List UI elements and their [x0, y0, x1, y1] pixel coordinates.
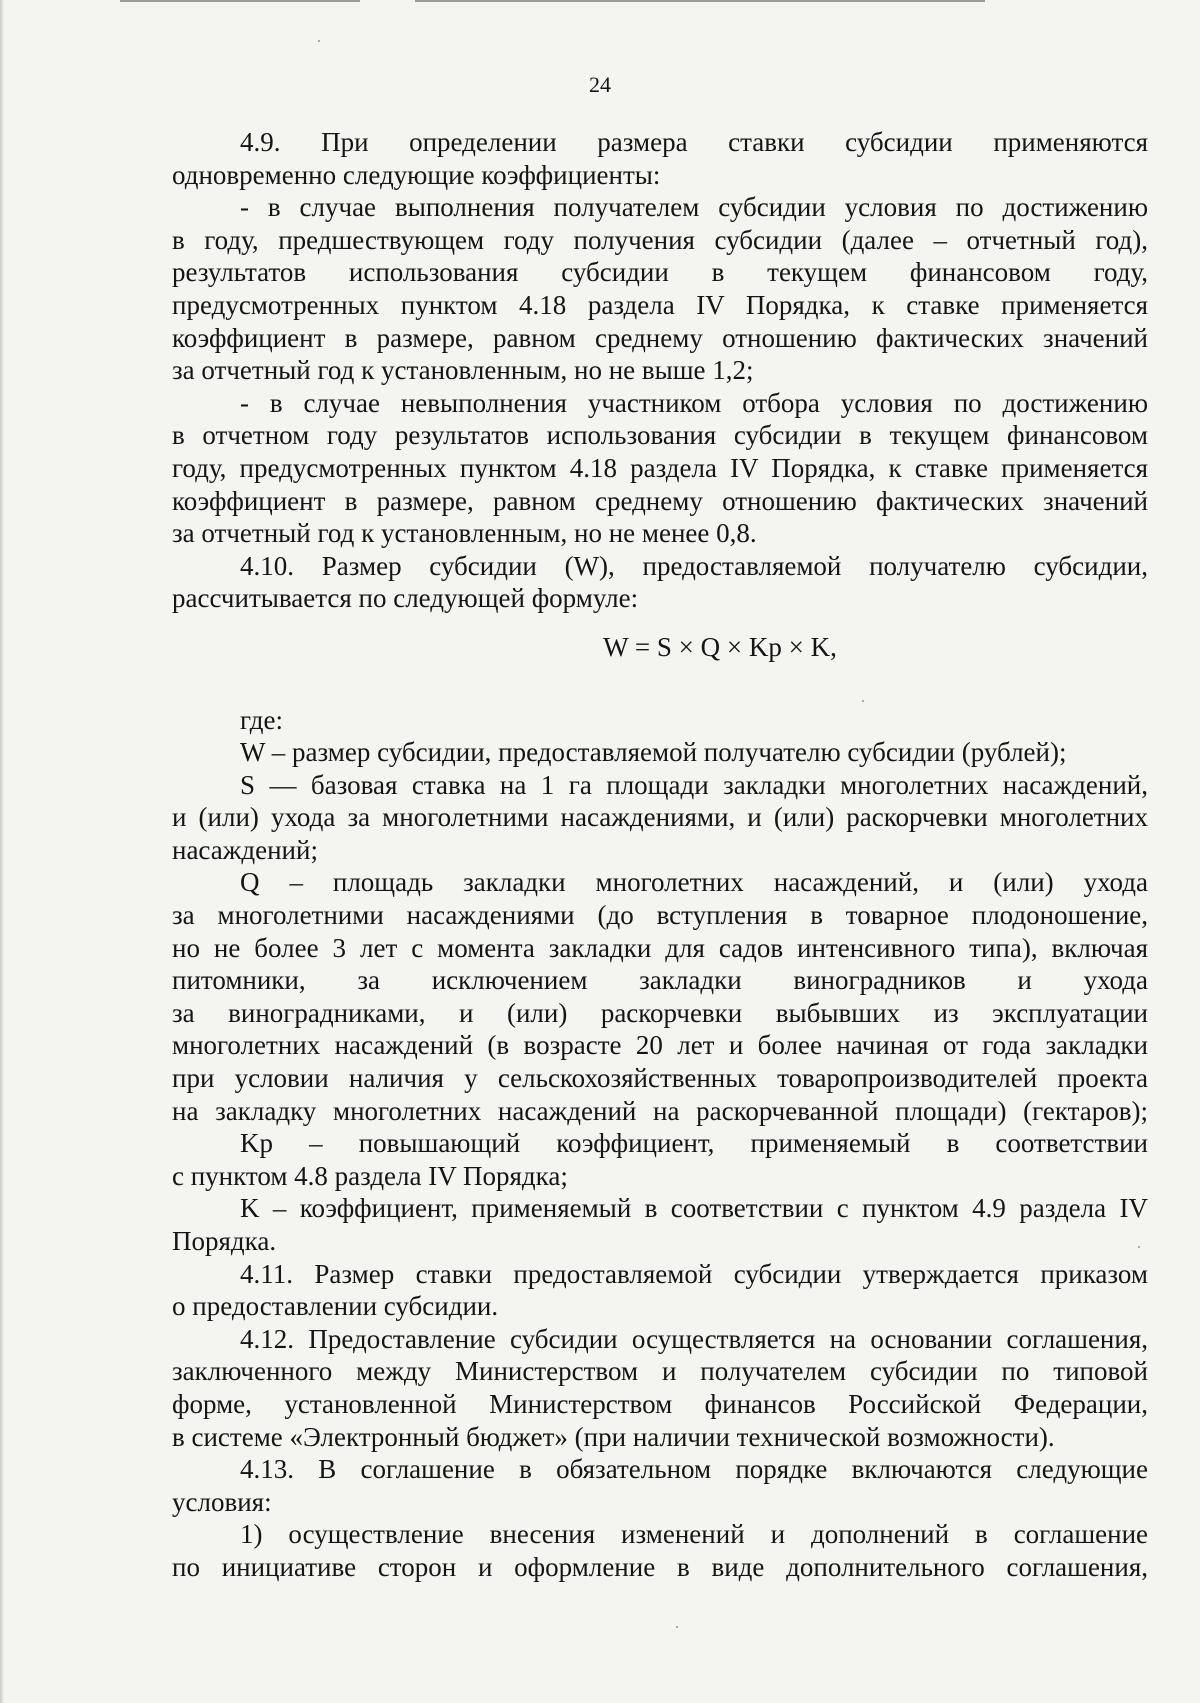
text-line: за отчетный год к установленным, но не выше 1,2; — [172, 355, 754, 386]
text-line: форме, установленной Министерством финансов Российской Федерации, — [172, 1388, 1148, 1419]
scan-edge-top-left — [120, 0, 360, 2]
text-line: за виноградниками, и (или) раскорчевки выбывших из эксплуатации — [172, 997, 1148, 1028]
text-line: в системе «Электронный бюджет» (при наличии технической возможности). — [172, 1421, 1055, 1452]
text-line: коэффициент в размере, равном среднему отношению фактических значений — [172, 485, 1148, 516]
text-line: в году, предшествующем году получения субсидии (далее – отчетный год), — [172, 224, 1148, 255]
text-line: Kp – повышающий коэффициент, применяемый в соответствии — [240, 1128, 1148, 1159]
scan-speck — [676, 1626, 678, 1628]
text-line: рассчитывается по следующей формуле: — [172, 583, 639, 614]
scan-speck — [318, 40, 320, 42]
text-block-before-formula — [172, 126, 1148, 615]
text-line: 4.11. Размер ставки предоставляемой субсидии утверждается приказом — [240, 1258, 1148, 1289]
text-line: при условии наличия у сельскохозяйственных товаропроизводителей проекта — [172, 1063, 1148, 1094]
text-line: с пунктом 4.8 раздела IV Порядка; — [172, 1160, 568, 1191]
text-line: 4.13. В соглашение в обязательном порядке включаются следующие — [240, 1454, 1148, 1485]
text-line: 1) осуществление внесения изменений и дополнений в соглашение — [240, 1519, 1148, 1550]
text-line: многолетних насаждений (в возрасте 20 лет и более начиная от года закладки — [172, 1030, 1148, 1061]
text-line: коэффициент в размере, равном среднему отношению фактических значений — [172, 322, 1148, 353]
text-line: в отчетном году результатов использования субсидии в текущем финансовом — [172, 420, 1148, 451]
text-line: году, предусмотренных пунктом 4.18 раздела IV Порядка, к ставке применяется — [172, 452, 1148, 483]
text-line: и (или) ухода за многолетними насаждениями, и (или) раскорчевки многолетних — [172, 802, 1148, 833]
text-line: Q – площадь закладки многолетних насаждений, и (или) ухода — [240, 867, 1148, 898]
text-line: Порядка. — [172, 1226, 277, 1256]
text-line: за многолетними насаждениями (до вступления в товарное плодоношение, — [172, 900, 1148, 931]
document-body — [172, 126, 1148, 1584]
text-line: где: — [240, 704, 283, 735]
text-line: за отчетный год к установленным, но не менее 0,8. — [172, 518, 757, 549]
text-block-after-formula — [172, 704, 1148, 1584]
text-line: - в случае выполнения получателем субсидии условия по достижению — [240, 192, 1148, 223]
page-number: 24 — [589, 72, 611, 97]
formula: W = S × Q × Kp × K, — [603, 631, 837, 662]
text-line: - в случае невыполнения участником отбора условия по достижению — [240, 387, 1148, 418]
text-line: питомники, за исключением закладки виноградников и ухода — [172, 965, 1148, 996]
text-line: K – коэффициент, применяемый в соответствии с пунктом 4.9 раздела IV — [240, 1193, 1148, 1224]
text-line: 4.10. Размер субсидии (W), предоставляемой получателю субсидии, — [240, 550, 1148, 581]
scan-edge-left — [0, 0, 4, 1703]
text-line: но не более 3 лет с момента закладки для садов интенсивного типа), включая — [172, 932, 1148, 963]
text-line: о предоставлении субсидии. — [172, 1291, 499, 1322]
text-line: предусмотренных пунктом 4.18 раздела IV Порядка, к ставке применяется — [172, 289, 1148, 320]
text-line: по инициативе сторон и оформление в виде дополнительного соглашения, — [172, 1551, 1148, 1582]
text-line: S — базовая ставка на 1 га площади закладки многолетних насаждений, — [240, 769, 1148, 800]
text-line: условия: — [172, 1486, 272, 1517]
text-line: результатов использования субсидии в текущем финансовом году, — [172, 257, 1148, 288]
text-line: 4.12. Предоставление субсидии осуществляется на основании соглашения, — [240, 1323, 1148, 1354]
text-line: одновременно следующие коэффициенты: — [172, 159, 661, 190]
text-line: насаждений; — [172, 834, 318, 865]
text-line: на закладку многолетних насаждений на раскорчеванной площади) (гектаров); — [172, 1095, 1148, 1126]
scan-edge-top-right — [415, 0, 985, 2]
text-line: 4.9. При определении размера ставки субсидии применяются — [240, 127, 1148, 157]
text-line: заключенного между Министерством и получателем субсидии по типовой — [172, 1356, 1148, 1387]
text-line: W – размер субсидии, предоставляемой получателю субсидии (рублей); — [240, 737, 1067, 768]
